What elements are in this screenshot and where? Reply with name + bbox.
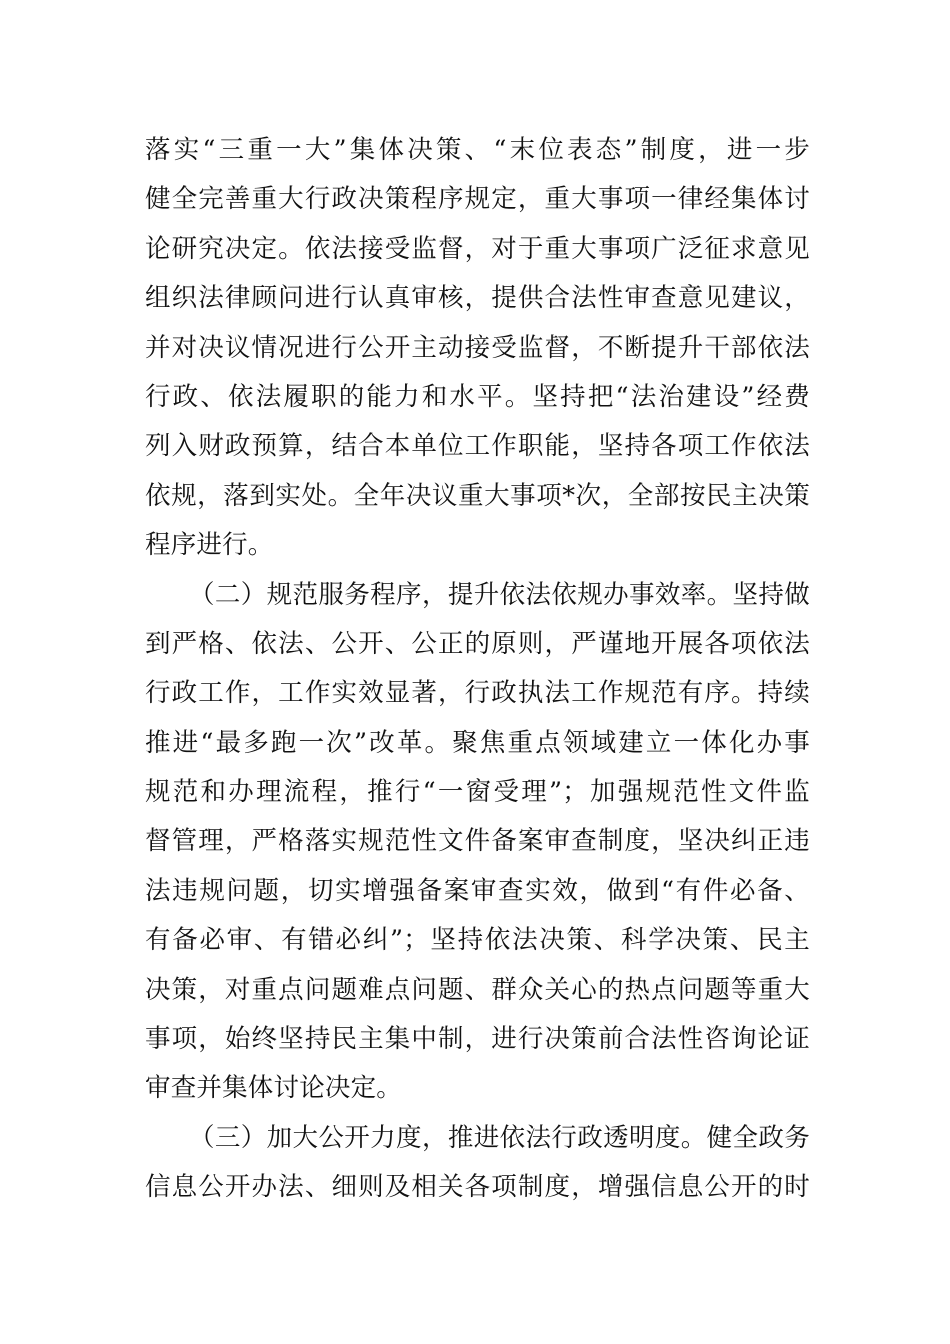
- text-line: 列入财政预算，结合本单位工作职能，坚持各项工作依法: [145, 431, 810, 462]
- text-line: 督管理，严格落实规范性文件备案审查制度，坚决纠正违: [145, 826, 810, 857]
- text-line: 事项，始终坚持民主集中制，进行决策前合法性咨询论证: [145, 1024, 810, 1055]
- text-line: 到严格、依法、公开、公正的原则，严谨地开展各项依法: [145, 628, 810, 659]
- text-line: 并对决议情况进行公开主动接受监督，不断提升干部依法: [145, 332, 810, 363]
- text-line: 法违规问题，切实增强备案审查实效，做到“有件必备、: [145, 875, 810, 906]
- text-line: 依规，落到实处。全年决议重大事项*次，全部按民主决策: [145, 480, 810, 511]
- text-line: 推进“最多跑一次”改革。聚焦重点领域建立一体化办事: [145, 727, 810, 758]
- text-line: 行政、依法履职的能力和水平。坚持把“法治建设”经费: [145, 381, 810, 412]
- text-line: 有备必审、有错必纠”；坚持依法决策、科学决策、民主: [145, 925, 810, 956]
- text-line: 论研究决定。依法接受监督，对于重大事项广泛征求意见: [145, 233, 810, 264]
- text-line: 组织法律顾问进行认真审核，提供合法性审查意见建议，: [145, 283, 810, 314]
- section-heading-line: （三）加大公开力度，推进依法行政透明度。健全政务: [189, 1122, 810, 1153]
- text-line: 规范和办理流程，推行“一窗受理”；加强规范性文件监: [145, 777, 810, 808]
- document-body: [145, 126, 810, 1213]
- text-line: 审查并集体讨论决定。: [145, 1073, 403, 1104]
- text-line: 决策，对重点问题难点问题、群众关心的热点问题等重大: [145, 974, 810, 1005]
- text-line: 健全完善重大行政决策程序规定，重大事项一律经集体讨: [145, 184, 810, 215]
- text-line: 信息公开办法、细则及相关各项制度，增强信息公开的时: [145, 1172, 810, 1203]
- text-line: 落实“三重一大”集体决策、“末位表态”制度，进一步: [145, 135, 810, 165]
- text-line: 程序进行。: [145, 530, 274, 561]
- text-line: 行政工作，工作实效显著，行政执法工作规范有序。持续: [145, 678, 810, 709]
- section-heading-line: （二）规范服务程序，提升依法依规办事效率。坚持做: [189, 579, 810, 610]
